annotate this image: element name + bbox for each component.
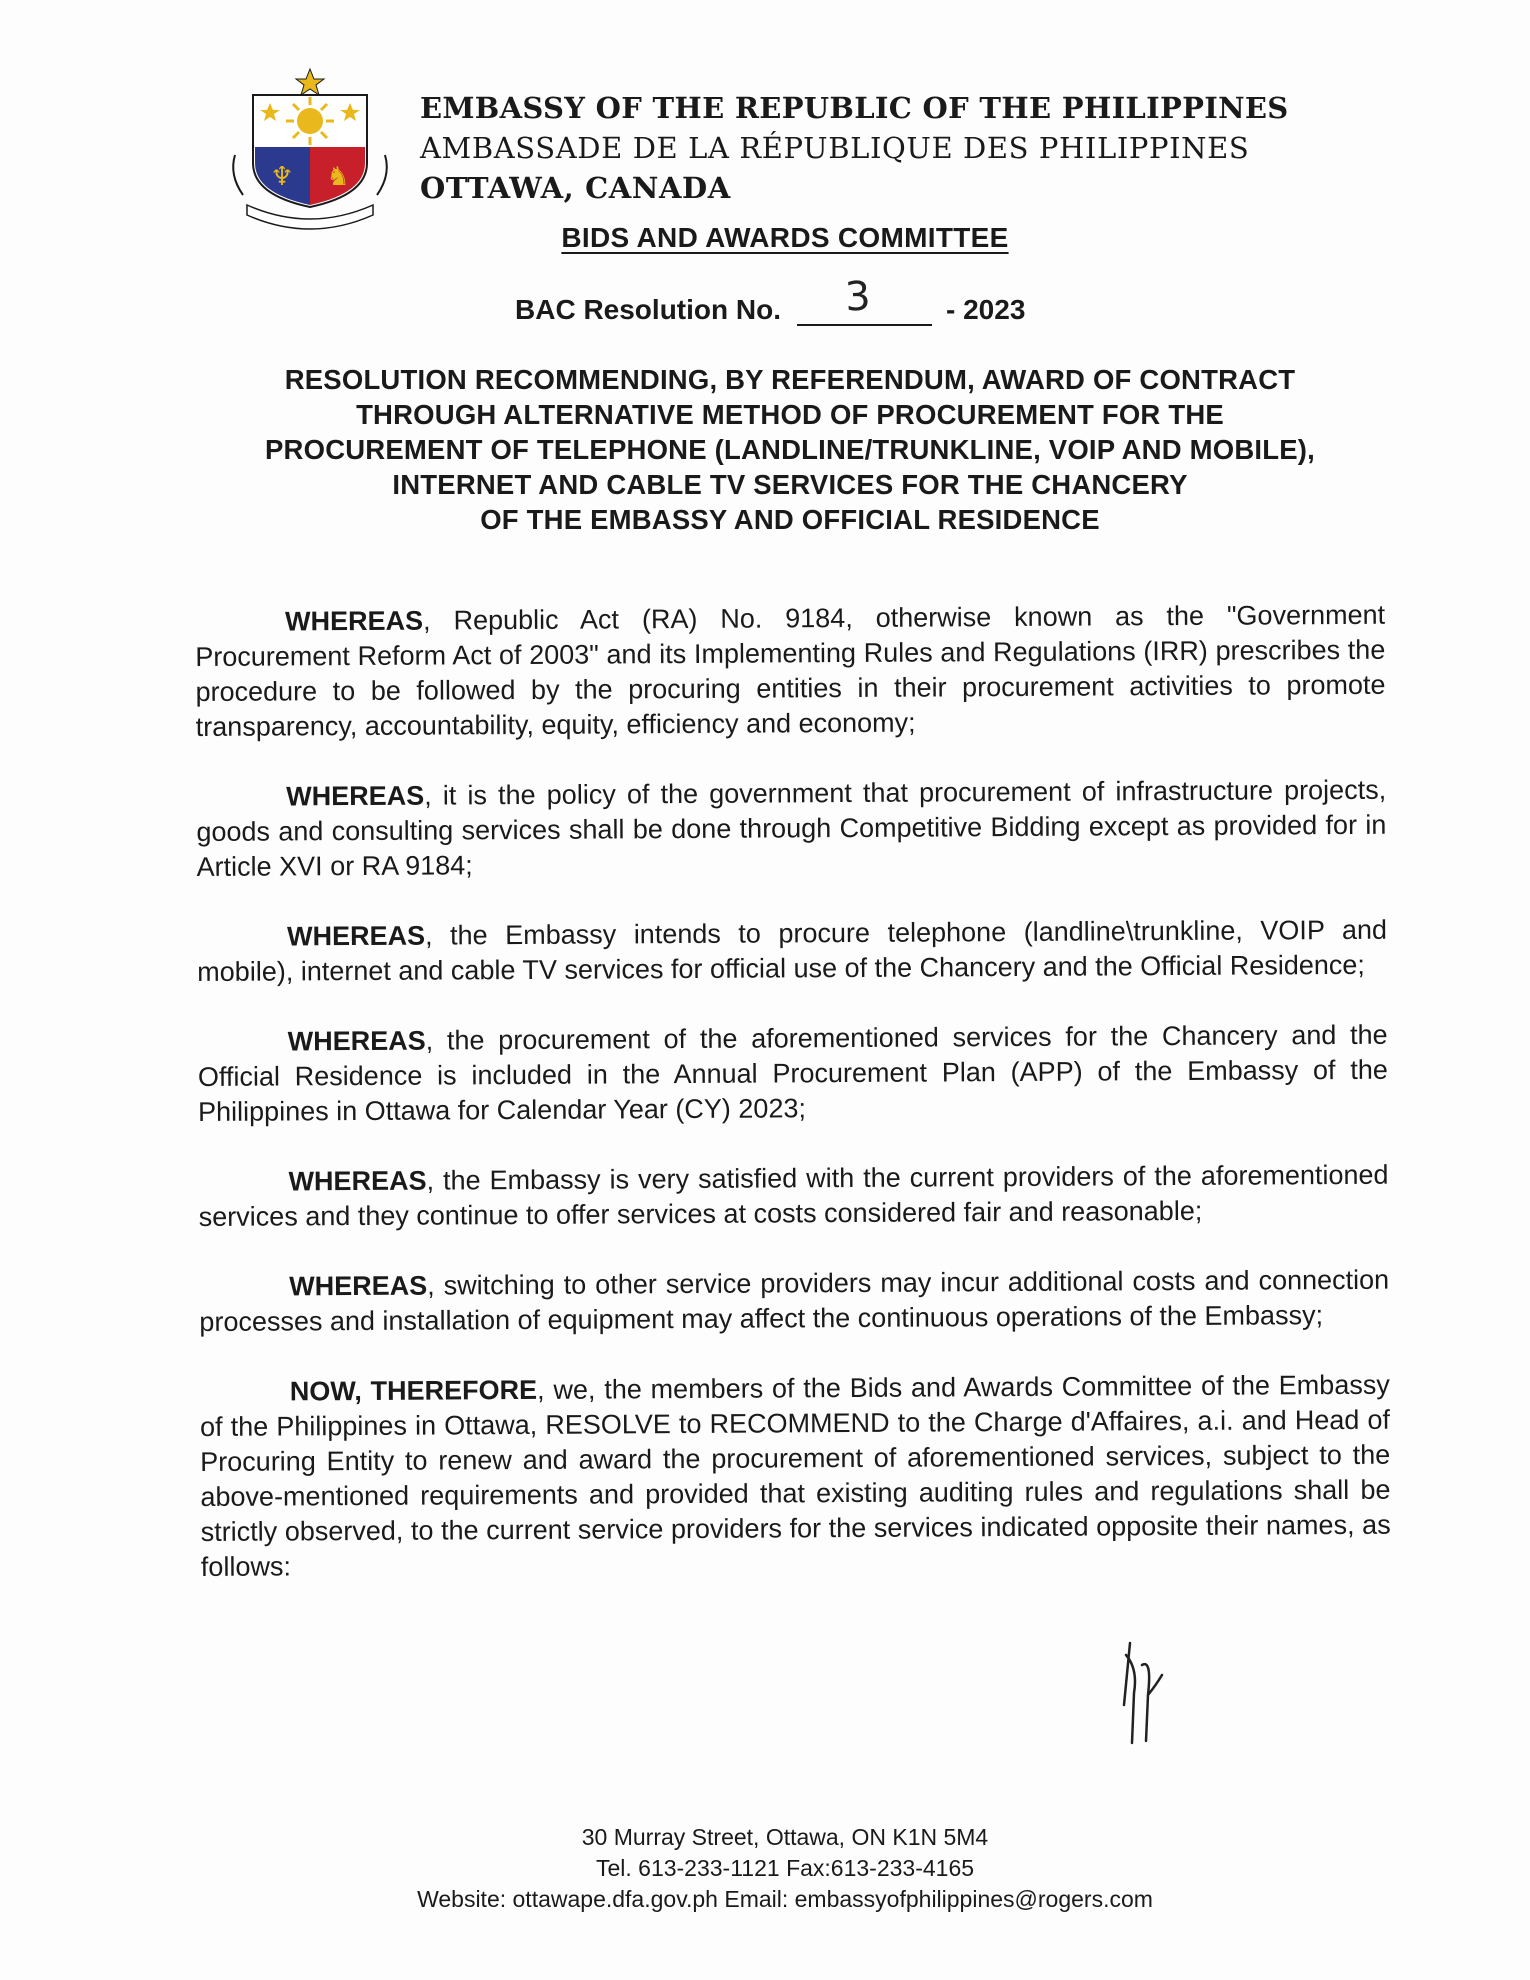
footer-phone: Tel. 613-233-1121 Fax:613-233-4165 [595, 1855, 975, 1881]
resolution-year: - 2023 [946, 294, 1026, 325]
committee-heading: BIDS AND AWARDS COMMITTEE [561, 222, 1009, 253]
resolution-number-line [515, 273, 1026, 326]
paragraph-text: , the procurement of the aforementioned services for the Chancery and the Official Residence is included in the Annual Procurement Plan (APP) of the Embassy of the Philippines in Ottawa for Calendar Year (CY) 2023; [197, 1019, 1388, 1127]
paragraph-lead: NOW, THEREFORE [289, 1374, 538, 1407]
title-line: RESOLUTION RECOMMENDING, BY REFERENDUM, AWARD OF CONTRACT [284, 364, 1296, 395]
paragraph-text: , switching to other service providers may incur additional costs and connection processes and installation of equipment may affect the continuous operations of the Embassy; [199, 1264, 1390, 1337]
paragraph-lead: WHEREAS [288, 1165, 427, 1197]
whereas-paragraph [196, 773, 1387, 885]
paragraph-text: , the Embassy is very satisfied with the current providers of the aforementioned services and they continue to offer services at costs considered fair and reasonable; [198, 1159, 1389, 1232]
seal-sun [286, 97, 334, 145]
footer-web-email: Website: ottawape.dfa.gov.ph Email: embassyofphilippines@rogers.com [417, 1886, 1153, 1912]
paragraph-lead: WHEREAS [286, 920, 426, 952]
seal-lion: ♞ [326, 162, 350, 192]
letterhead [420, 88, 1289, 208]
whereas-paragraph [199, 1263, 1389, 1340]
resolution-number-handwritten: 3 [843, 273, 872, 321]
seal-scroll [377, 155, 387, 195]
paragraph-text: , we, the members of the Bids and Awards Committee of the Embassy of the Philippines in Ottawa, RESOLVE to RECOMMEND to the Charge d'Affaires, a.i. and Head of Procuring Entity to renew and award the procurement of aforementioned services, subject to the above-mentioned requirements and provided that existing auditing rules and regulations shall be strictly observed, to the current service providers for the services indicated opposite their names, as follows: [199, 1369, 1391, 1582]
title-line: INTERNET AND CABLE TV SERVICES FOR THE CHANCERY [392, 469, 1188, 500]
title-line: THROUGH ALTERNATIVE METHOD OF PROCUREMENT FOR THE [356, 399, 1224, 430]
footer-address: 30 Murray Street, Ottawa, ON K1N 5M4 [581, 1824, 989, 1850]
resolve-paragraph [200, 1368, 1391, 1585]
seal-star [296, 69, 324, 95]
resolution-body [195, 598, 1391, 1620]
whereas-paragraph [195, 598, 1386, 745]
whereas-paragraph [198, 1018, 1389, 1130]
paragraph-lead: WHEREAS [289, 1270, 428, 1302]
title-line: OF THE EMBASSY AND OFFICIAL RESIDENCE [480, 504, 1100, 535]
paragraph-lead: WHEREAS [287, 1025, 426, 1057]
seal-scroll [233, 155, 243, 195]
paragraph-lead: WHEREAS [286, 780, 425, 812]
resolution-number-blank [797, 273, 932, 326]
philippine-seal-icon [225, 55, 395, 235]
embassy-location: OTTAWA, CANADA [420, 171, 731, 205]
handwritten-initials-icon [1108, 1635, 1168, 1745]
paragraph-text: , it is the policy of the government that procurement of infrastructure projects, goods and consulting services shall be done through Competitive Bidding except as provided for in Article XVI or RA 9184; [196, 774, 1387, 882]
embassy-name-english: EMBASSY OF THE REPUBLIC OF THE PHILIPPINES [420, 91, 1289, 125]
embassy-name-french: AMBASSADE DE LA RÉPUBLIQUE DES PHILIPPINES [420, 131, 1250, 165]
seal-eagle: ♆ [270, 162, 294, 192]
paragraph-text: , Republic Act (RA) No. 9184, otherwise known as the "Government Procurement Reform Act of 2003" and its Implementing Rules and Regulations (IRR) prescribes the procedure to be followed by the procuring entities in their procurement activities to promote transparency, accountability, equity, efficiency and economy; [195, 599, 1386, 742]
resolution-title [190, 362, 1390, 537]
whereas-paragraph [198, 1158, 1388, 1235]
title-line: PROCUREMENT OF TELEPHONE (LANDLINE/TRUNKLINE, VOIP AND MOBILE), [265, 434, 1315, 465]
whereas-paragraph [197, 913, 1387, 990]
paragraph-lead: WHEREAS [285, 605, 424, 637]
paragraph-text: , the Embassy intends to procure telephone (landline\trunkline, VOIP and mobile), internet and cable TV services for official use of the Chancery and the Official Residence; [197, 914, 1388, 987]
resolution-prefix: BAC Resolution No. [515, 294, 781, 325]
page-footer [0, 1822, 1530, 1915]
